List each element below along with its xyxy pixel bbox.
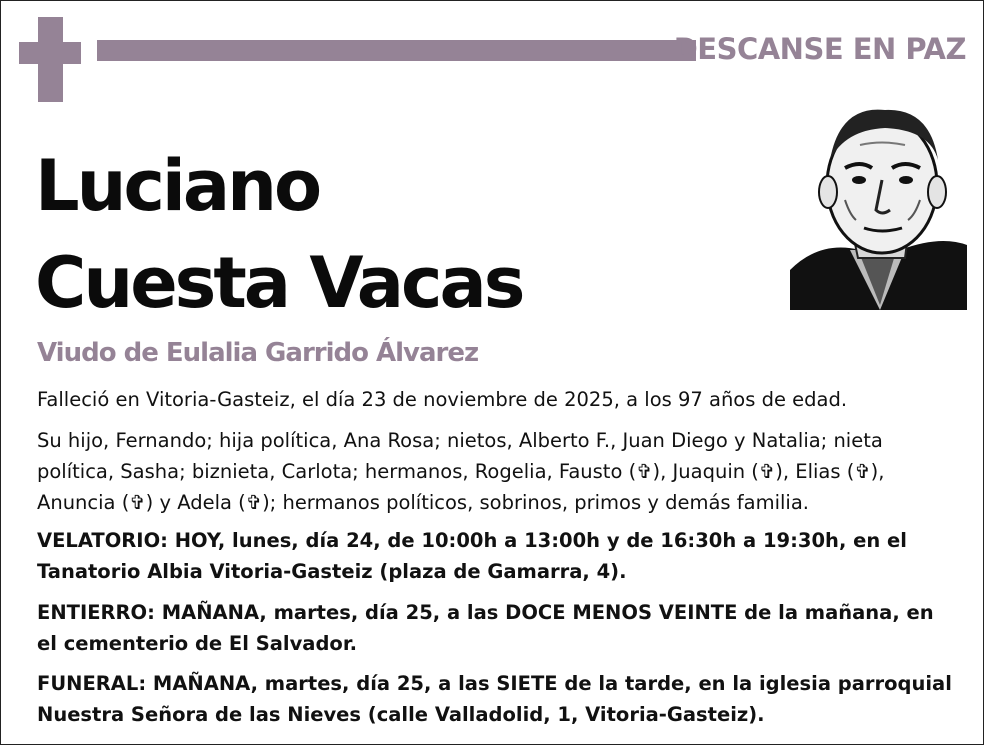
funeral-paragraph: FUNERAL: MAÑANA, martes, día 25, a las SIETE de la tarde, en la iglesia parroquial Nuestra Señora de las Nieves (calle Valladolid, 1, Vitoria-Gasteiz). — [37, 672, 952, 726]
deceased-name — [35, 138, 522, 332]
header-bar — [97, 40, 696, 61]
entierro-paragraph: ENTIERRO: MAÑANA, martes, día 25, a las DOCE MENOS VEINTE de la mañana, en el cementerio de El Salvador. — [37, 601, 934, 655]
death-paragraph: Falleció en Vitoria-Gasteiz, el día 23 de noviembre de 2025, a los 97 años de edad. — [37, 388, 848, 411]
portrait-photo — [790, 100, 967, 310]
family-paragraph: Su hijo, Fernando; hija política, Ana Rosa; nietos, Alberto F., Juan Diego y Natalia; nieta política, Sasha; biznieta, Carlota; hermanos, Rogelia, Fausto (✞), Juaquin (✞), Elias (✞), Anuncia (✞) y Adela (✞); hermanos políticos, sobrinos, primos y demás familia. — [37, 429, 885, 514]
header-label: DESCANSE EN PAZ — [673, 32, 966, 66]
name-line-1: Luciano — [35, 145, 320, 227]
name-line-2: Cuesta Vacas — [35, 242, 523, 324]
spouse-line: Viudo de Eulalia Garrido Álvarez — [37, 338, 479, 368]
velatorio-paragraph: VELATORIO: HOY, lunes, día 24, de 10:00h a 13:00h y de 16:30h a 19:30h, en el Tanatorio Albia Vitoria-Gasteiz (plaza de Gamarra, 4). — [37, 529, 907, 583]
